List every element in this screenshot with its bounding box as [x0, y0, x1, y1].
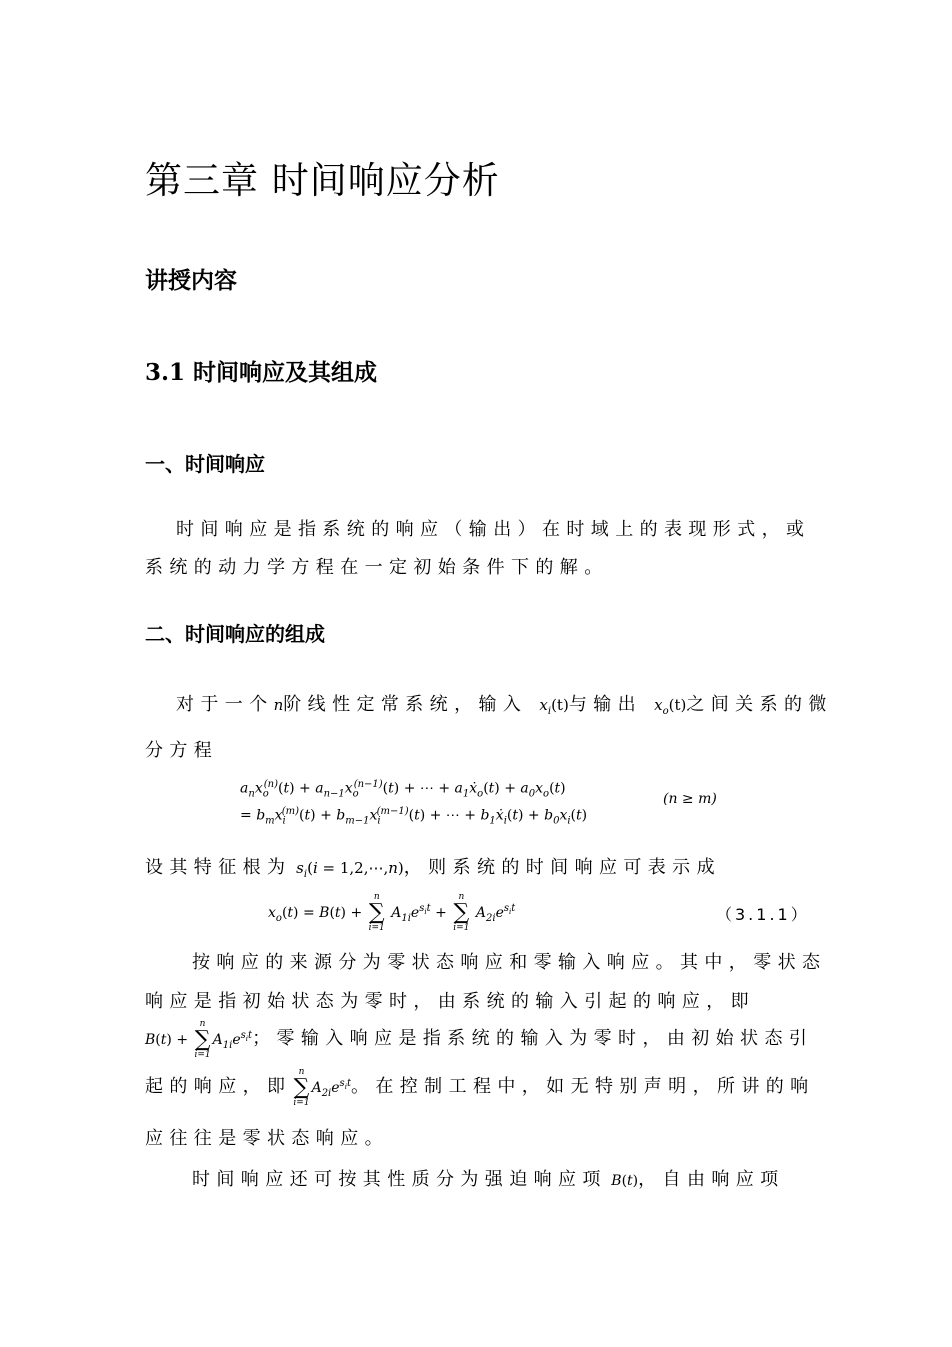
roots-line: 设其特征根为 $s_i(i$ = 1,2,⋯,n)，则系统的时间响应可表示成 — [145, 857, 721, 880]
part2-heading: 二、时间响应的组成 — [145, 622, 325, 646]
p3-line3: B(t) + n ∑ i=1 $A_{1i}e^{s_it}$；零输入响应是指系统的输入为零时，由初始状态引 — [145, 1019, 814, 1060]
part1-heading: 一、时间响应 — [145, 452, 265, 476]
forced-response-term: B(t) — [606, 1173, 639, 1189]
diff-equation-line1: $a_nx_o^{(n)}(t) + a_{n-1}x_o^{(n-1)}(t)$ + ⋯ + $a_1ẋ_o(t) + a_0x_o(t)$ — [240, 779, 566, 800]
intro-n: n — [273, 696, 284, 714]
roots-expression: $s_i(i$ = 1,2,⋯,n) — [291, 859, 404, 880]
intro-text-c: 与输出 — [568, 694, 643, 715]
diff-equation-line2: = $b_mx_i^{(m)}(t) + b_{m-1}x_i^{(m-1)}(t)$ + ⋯ + $b_1ẋ_i(t) + b_0x_i(t)$ — [240, 806, 588, 827]
part1-line2: 系统的动力学方程在一定初始条件下的解。 — [145, 557, 609, 578]
sum-symbol: n ∑ i=1 — [453, 892, 470, 933]
p3-line4: 起的响应，即 n ∑ i=1 $A_{2i}e^{s_it}$。在控制工程中，如无特别声明，所讲的响 — [145, 1067, 815, 1108]
part2-intro-line1 — [176, 690, 833, 717]
output-signal: $x_o(t)$ — [654, 696, 687, 717]
p3-line1: 按响应的来源分为零状态响应和零输入响应。其中，零状态 — [192, 952, 827, 973]
part1-line1: 时间响应是指系统的响应（输出）在时域上的表现形式，或 — [176, 519, 811, 540]
zero-state-expression: B(t) + n ∑ i=1 $A_{1i}e^{s_it}$ — [145, 1019, 253, 1060]
intro-text-d: 之间关系的微 — [686, 694, 833, 715]
input-signal: $x_i(t)$ — [539, 696, 569, 717]
p4-line1: 时间响应还可按其性质分为强迫响应项 B(t)，自由响应项 — [192, 1169, 785, 1190]
zero-input-expression: n ∑ i=1 $A_{2i}e^{s_it}$ — [293, 1067, 351, 1108]
p3-line5: 应往往是零状态响应。 — [145, 1128, 389, 1149]
response-equation: $x_o(t) = B(t)$ + n ∑ i=1 $A_{1i}e^{s_it}$ + n ∑ i=1 $A_{2i}e^{s_it}$ — [268, 892, 516, 933]
p3-line2: 响应是指初始状态为零时，由系统的输入引起的响应，即 — [145, 991, 755, 1012]
part2-intro-line2: 分方程 — [145, 740, 219, 761]
section-title: 讲授内容 — [145, 268, 237, 294]
equation-number: （3.1.1） — [716, 905, 810, 924]
chapter-title: 第三章 时间响应分析 — [145, 159, 500, 202]
sum-symbol: n ∑ i=1 — [368, 892, 385, 933]
diff-equation-condition: (n ≥ m) — [663, 791, 717, 807]
subsection-title: 3.1 时间响应及其组成 — [145, 359, 378, 386]
intro-text-b: 阶线性定常系统，输入 — [283, 694, 528, 715]
intro-text-a: 对于一个 — [176, 694, 274, 715]
